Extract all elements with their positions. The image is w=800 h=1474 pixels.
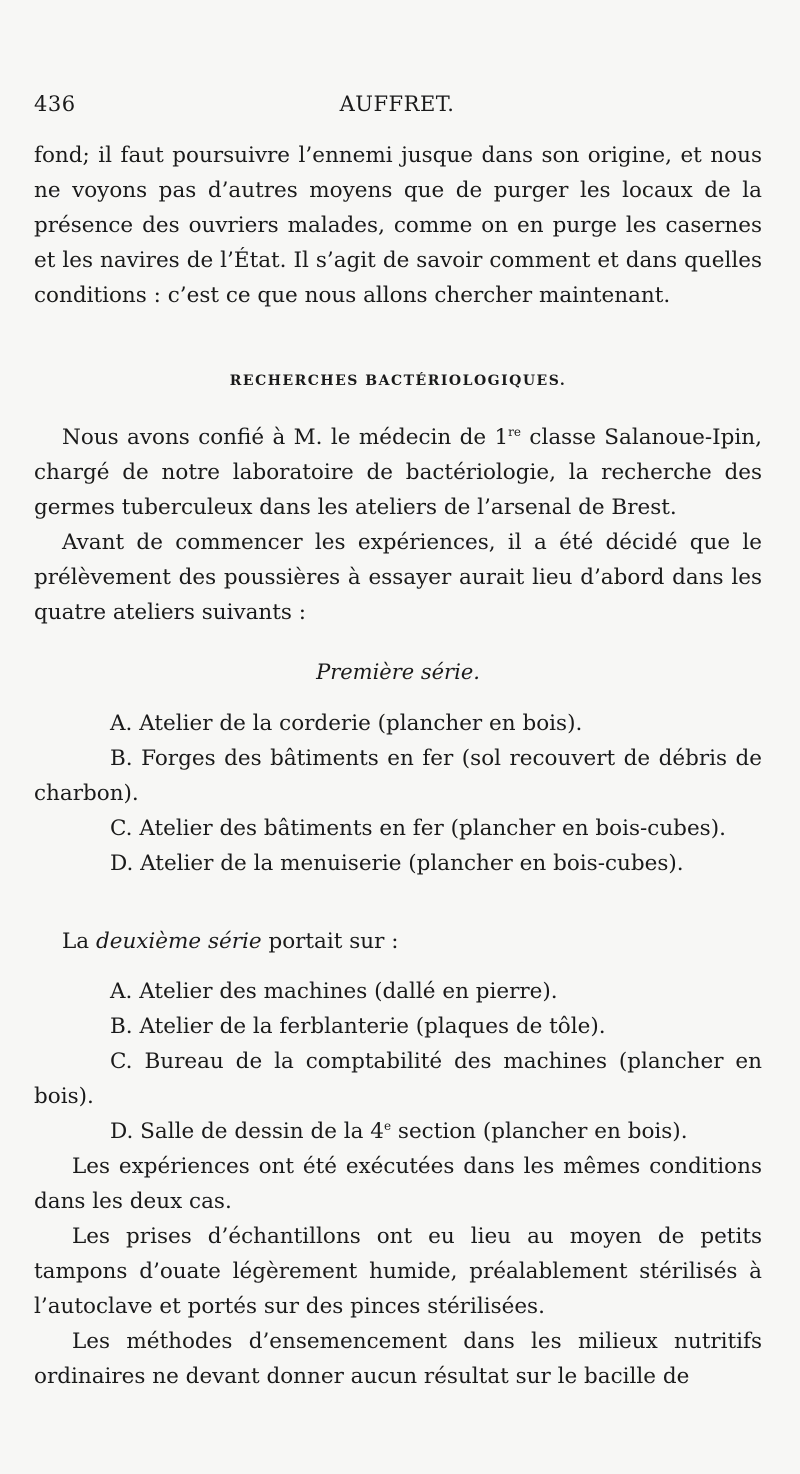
item-text-b: section (plancher en bois). xyxy=(391,1119,688,1144)
item-sup: e xyxy=(383,1118,392,1133)
paragraph-1 xyxy=(34,420,762,525)
main-paragraphs xyxy=(34,420,762,630)
paragraph-5: Les méthodes d’ensemencement dans les milieux nutritifs ordinaires ne devant donner aucun résultat sur le bacille de xyxy=(34,1329,762,1389)
item-letter: D. xyxy=(110,851,134,876)
section-heading: RECHERCHES BACTÉRIOLOGIQUES. xyxy=(229,373,567,389)
item-text: Bureau de la comptabilité des machines (plancher en bois). xyxy=(34,1049,762,1109)
series-2-intro-block xyxy=(34,924,762,959)
list-item xyxy=(34,1044,762,1114)
paragraph-1-text-a: Nous avons confié à M. le médecin de 1 xyxy=(62,425,509,450)
series-2-intro-b: portait sur : xyxy=(268,929,399,954)
item-letter: B. xyxy=(110,1014,133,1039)
item-letter: A. xyxy=(110,711,133,736)
list-item xyxy=(34,846,762,881)
list-item xyxy=(34,811,762,846)
item-letter: C. xyxy=(110,816,133,841)
item-text: Atelier de la corderie (plancher en bois). xyxy=(139,711,583,736)
running-title: AUFFRET. xyxy=(339,92,455,116)
running-head xyxy=(34,92,760,122)
paragraph-1-text-b: classe Salanoue-Ipin, chargé de notre laboratoire de bactériologie, la recherche des germes tuberculeux dans les ateliers de l’arsenal de Brest. xyxy=(34,425,762,520)
list-item xyxy=(34,1114,762,1149)
series-2-intro-italic: deuxième série xyxy=(95,929,262,954)
list-item xyxy=(34,741,762,811)
item-letter: B. xyxy=(110,746,133,771)
paragraph-1-sup: re xyxy=(508,424,522,439)
item-letter: D. xyxy=(110,1119,134,1144)
intro-paragraph-block xyxy=(34,138,762,313)
series-1-list xyxy=(34,706,762,881)
paragraph-4: Les prises d’échantillons ont eu lieu au moyen de petits tampons d’ouate légèrement humide, préalablement stérilisés à l’autoclave et portés sur des pinces stérilisées. xyxy=(34,1224,762,1319)
list-item xyxy=(34,1009,762,1044)
paragraph-2: Avant de commencer les expériences, il a été décidé que le prélèvement des poussières à essayer aurait lieu d’abord dans les quatre ateliers suivants : xyxy=(34,530,762,625)
list-item xyxy=(34,706,762,741)
item-letter: C. xyxy=(110,1049,133,1074)
series-2-list xyxy=(34,974,762,1394)
series-2-intro-a: La xyxy=(62,929,90,954)
page-number: 436 xyxy=(34,92,76,116)
item-text: Atelier des bâtiments en fer (plancher en bois-cubes). xyxy=(139,816,726,841)
item-text-a: Salle de dessin de la 4 xyxy=(140,1119,384,1144)
series-2-intro xyxy=(34,924,762,959)
list-item xyxy=(34,974,762,1009)
intro-paragraph: fond; il faut poursuivre l’ennemi jusque dans son origine, et nous ne voyons pas d’autres moyens que de purger les locaux de la présence des ouvriers malades, comme on en purge les casernes et les navires de l’État. Il s’agit de savoir comment et dans quelles conditions : c’est ce que nous allons chercher maintenant. xyxy=(34,143,762,308)
paragraph-3: Les expériences ont été exécutées dans les mêmes conditions dans les deux cas. xyxy=(34,1154,762,1214)
item-text: Atelier des machines (dallé en pierre). xyxy=(139,979,558,1004)
item-text: Atelier de la menuiserie (plancher en bois-cubes). xyxy=(140,851,684,876)
item-text: Atelier de la ferblanterie (plaques de tôle). xyxy=(139,1014,606,1039)
series-1-title: Première série. xyxy=(316,660,480,684)
item-letter: A. xyxy=(110,979,133,1004)
item-text: Forges des bâtiments en fer (sol recouvert de débris de charbon). xyxy=(34,746,762,806)
